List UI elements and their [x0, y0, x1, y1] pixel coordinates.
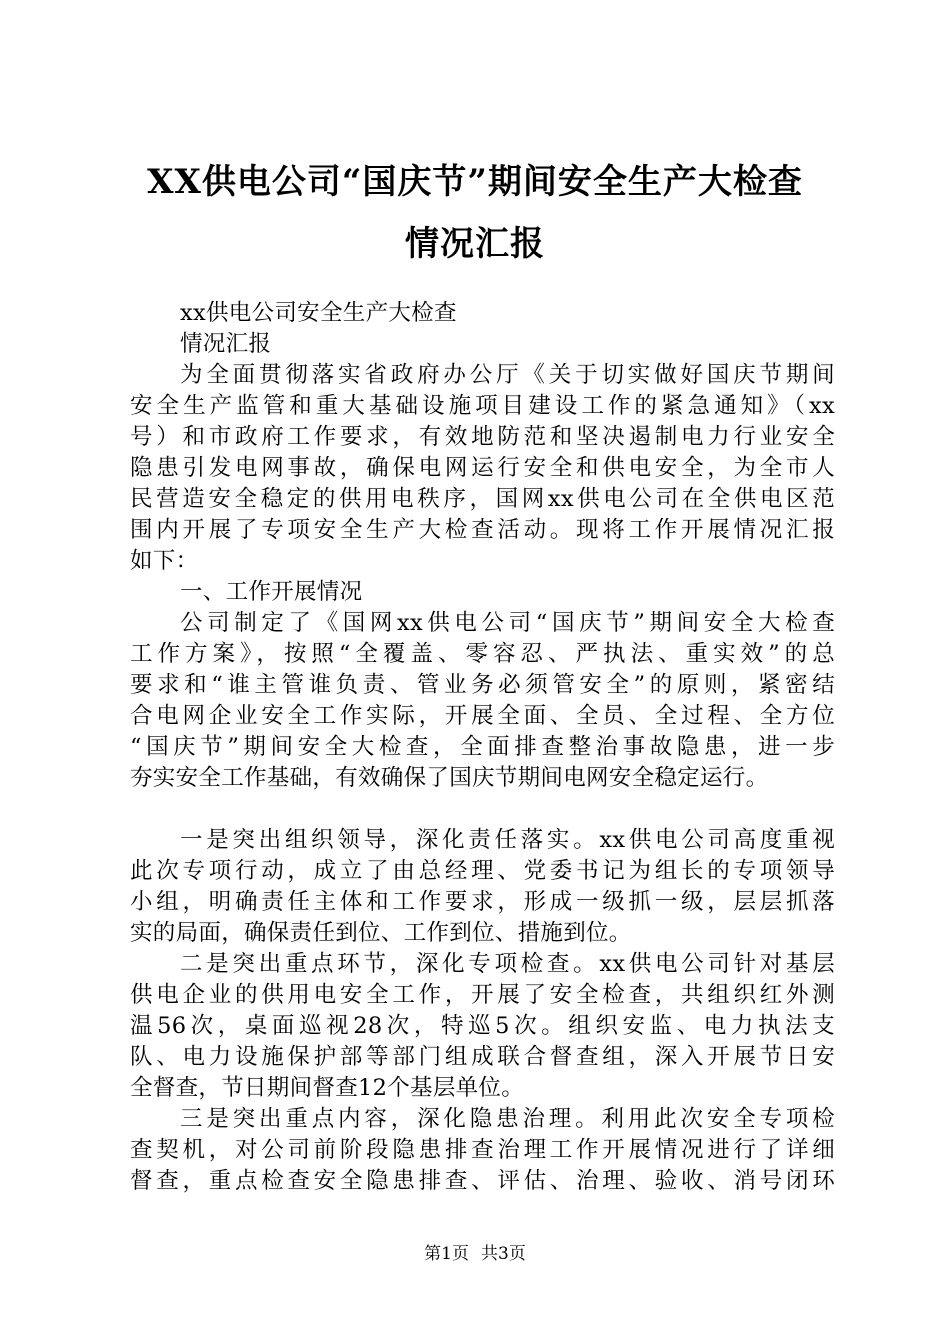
- paragraph-line: 供电企业的供用电安全工作，开展了安全检查，共组织红外测: [130, 982, 835, 1008]
- paragraph-line: 夯实安全工作基础，有效确保了国庆节期间电网安全稳定运行。: [130, 765, 769, 791]
- paragraph-line: 小组，明确责任主体和工作要求，形成一级抓一级，层层抓落: [130, 889, 835, 915]
- paragraph-line: 督查，重点检查安全隐患排查、评估、治理、验收、消号闭环: [130, 1168, 835, 1194]
- paragraph-line: 号）和市政府工作要求，有效地防范和坚决遏制电力行业安全: [130, 424, 835, 450]
- paragraph-line: 队、电力设施保护部等部门组成联合督查组，深入开展节日安: [130, 1044, 835, 1070]
- subtitle-line: xx供电公司安全生产大检查: [180, 300, 457, 326]
- paragraph-line: 二是突出重点环节，深化专项检查。xx供电公司针对基层: [180, 951, 835, 977]
- page-total: 共3页: [481, 1244, 526, 1264]
- paragraph-line: 为全面贯彻落实省政府办公厅《关于切实做好国庆节期间: [180, 362, 835, 388]
- paragraph-line: “国庆节”期间安全大检查，全面排查整治事故隐患，进一步: [130, 734, 835, 760]
- page-number: 第1页: [424, 1244, 469, 1264]
- paragraph-line: 实的局面，确保责任到位、工作到位、措施到位。: [130, 920, 632, 946]
- section-heading: 一、工作开展情况: [180, 579, 363, 605]
- paragraph-line: 温56次，桌面巡视28次，特巡5次。组织安监、电力执法支: [130, 1013, 835, 1039]
- paragraph-line: 此次专项行动，成立了由总经理、党委书记为组长的专项领导: [130, 858, 835, 884]
- paragraph-line: 工作方案》，按照“全覆盖、零容忍、严执法、重实效”的总: [130, 641, 835, 667]
- paragraph-line: 查契机，对公司前阶段隐患排查治理工作开展情况进行了详细: [130, 1137, 835, 1163]
- paragraph-line: 要求和“谁主管谁负责、管业务必须管安全”的原则，紧密结: [130, 672, 835, 698]
- subtitle-line: 情况汇报: [180, 331, 272, 357]
- paragraph-line: 全督查，节日期间督查12个基层单位。: [130, 1075, 525, 1101]
- document-body: [130, 298, 835, 1197]
- paragraph-line: 围内开展了专项安全生产大检查活动。现将工作开展情况汇报: [130, 517, 835, 543]
- blank-line: [130, 794, 835, 825]
- paragraph-line: 公司制定了《国网xx供电公司“国庆节”期间安全大检查: [180, 610, 835, 636]
- paragraph-line: 安全生产监管和重大基础设施项目建设工作的紧急通知》（xx: [130, 393, 835, 419]
- paragraph-line: 民营造安全稳定的供用电秩序，国网xx供电公司在全供电区范: [130, 486, 835, 512]
- paragraph-line: 合电网企业安全工作实际，开展全面、全员、全过程、全方位: [130, 703, 835, 729]
- document-title-line-2: 情况汇报: [405, 224, 545, 264]
- paragraph-line: 三是突出重点内容，深化隐患治理。利用此次安全专项检: [180, 1106, 835, 1132]
- document-title-line-1: XX供电公司“国庆节”期间安全生产大检查: [147, 162, 803, 202]
- page-footer: [0, 1243, 950, 1265]
- paragraph-line: 如下：: [130, 548, 199, 574]
- paragraph-line: 隐患引发电网事故，确保电网运行安全和供电安全，为全市人: [130, 455, 835, 481]
- paragraph-line: 一是突出组织领导，深化责任落实。xx供电公司高度重视: [180, 827, 835, 853]
